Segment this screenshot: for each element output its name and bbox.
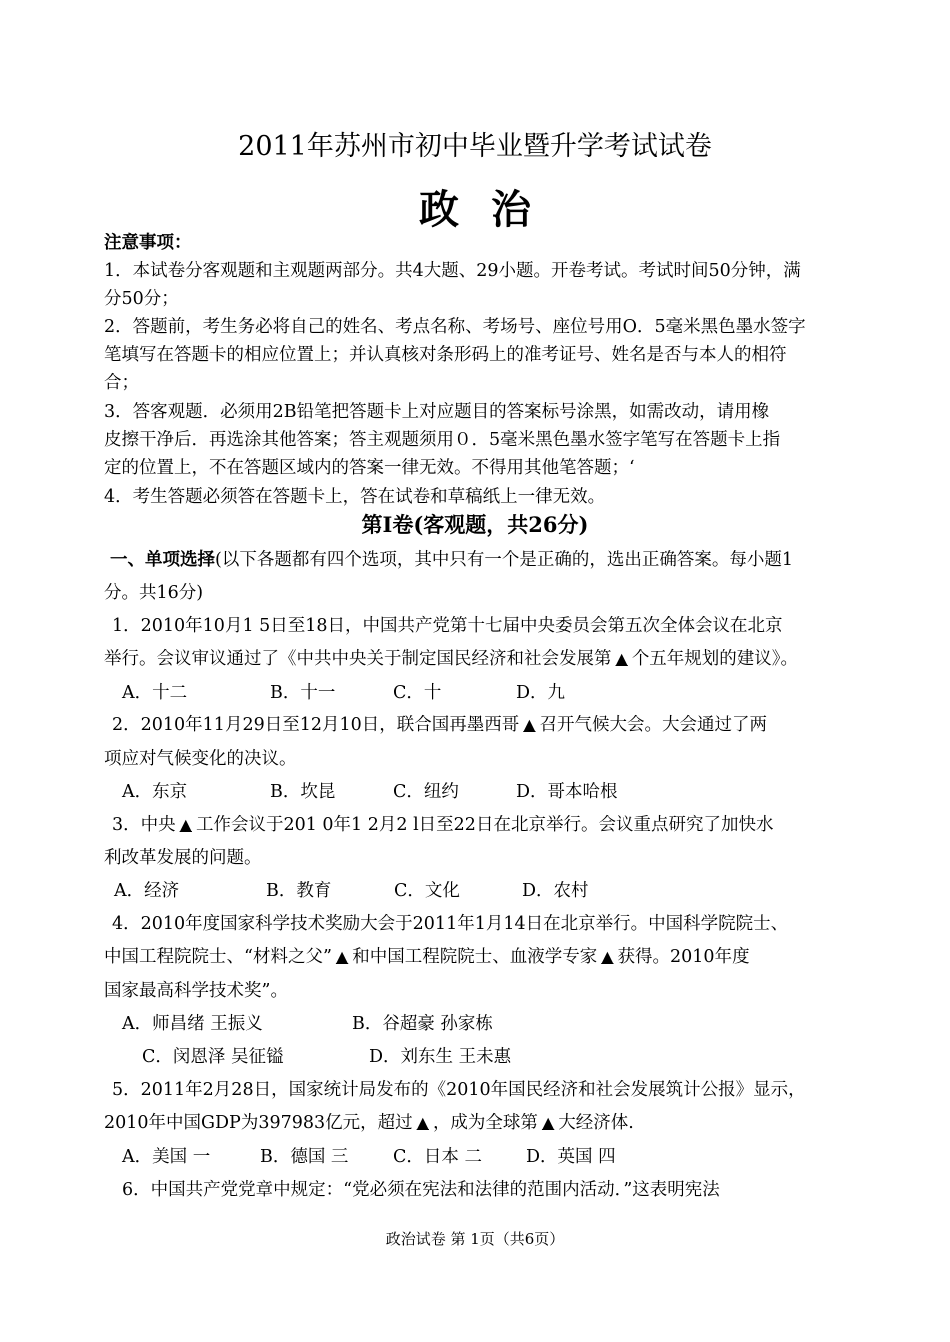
notice-line: 4．考生答题必须答在答题卡上，答在试卷和草稿纸上一律无效。 <box>104 487 606 507</box>
notice-line: 合； <box>104 373 139 393</box>
option-a: A．美国 一 <box>122 1147 211 1167</box>
question-3-options <box>114 876 589 906</box>
notice-heading: 注意事项： <box>104 233 192 253</box>
option-b: B．十一 <box>270 683 336 703</box>
question-1-line: 举行。会议审议通过了《中共中央关于制定国民经济和社会发展第 ▲ 个五年规划的建议》。 <box>104 649 799 669</box>
answer-blank: ▲ <box>541 1113 555 1132</box>
option-b: B．教育 <box>266 881 332 901</box>
question-2-line: 项应对气候变化的决议。 <box>104 749 297 769</box>
exam-title: 2011年苏州市初中毕业暨升学考试试卷 <box>238 131 712 162</box>
option-d: D．九 <box>516 683 566 703</box>
option-a: A．十二 <box>122 683 188 703</box>
question-5-line: 5．2011年2月28日，国家统计局发布的《2010年国民经济和社会发展筑计公报》显示， <box>112 1080 806 1100</box>
answer-blank: ▲ <box>179 815 192 834</box>
option-b: B．谷超豪 孙家栋 <box>352 1014 493 1034</box>
question-1-line: 1．2010年10月1 5日至18日，中国共产党第十七届中央委员会第五次全体会议在北京 <box>112 616 783 636</box>
option-a: A．东京 <box>122 782 188 802</box>
question-3-line: 利改革发展的问题。 <box>104 848 262 868</box>
notice-line: 定的位置上，不在答题区域内的答案一律无效。不得用其他笔答题；‘ <box>104 458 635 478</box>
answer-blank: ▲ <box>416 1113 429 1132</box>
notice-line: 分50分； <box>104 289 179 309</box>
question-2-line: 2．2010年11月29日至12月10日，联合国再墨西哥 ▲ 召开气候大会。大会通过了两 <box>112 715 768 735</box>
question-4-line: 4．2010年度国家科学技术奖励大会于2011年1月14日在北京举行。中国科学院院士、 <box>112 914 789 934</box>
option-a: A．师昌绪 王振义 <box>122 1014 263 1034</box>
part-description-cont: 分。共16分) <box>104 583 204 603</box>
notice-line: 3．答客观题．必须用2B铅笔把答题卡上对应题目的答案标号涂黑，如需改动，请用橡 <box>104 402 770 422</box>
question-2-options <box>122 777 618 807</box>
question-4-line: 国家最高科学技术奖”。 <box>104 981 288 1001</box>
option-c: C．闵恩泽 吴征镒 <box>142 1047 284 1067</box>
section-title: 第Ⅰ卷(客观题，共26分) <box>361 512 589 537</box>
notice-line: 笔填写在答题卡的相应位置上；并认真核对条形码上的准考证号、姓名是否与本人的相符 <box>104 345 787 365</box>
part-description: (以下各题都有四个选项，其中只有一个是正确的，选出正确答案。每小题1 <box>215 550 793 570</box>
option-d: D．哥本哈根 <box>516 782 618 802</box>
part-heading-line <box>110 545 793 575</box>
option-b: B．坎昆 <box>270 782 336 802</box>
question-5-options <box>122 1142 616 1172</box>
option-d: D．刘东生 王未惠 <box>369 1047 512 1067</box>
question-4-line: 中国工程院院士、“材料之父” ▲ 和中国工程院院士、血液学专家 ▲ 获得。2010年度 <box>104 947 750 967</box>
option-b: B．德国 三 <box>260 1147 349 1167</box>
notice-line: 皮擦干净后．再选涂其他答案；答主观题须用０．5毫米黑色墨水签字笔写在答题卡上指 <box>104 430 781 450</box>
option-a: A．经济 <box>114 881 180 901</box>
notice-line: 2．答题前，考生务必将自己的姓名、考点名称、考场号、座位号用O．5毫米黑色墨水签字 <box>104 317 806 337</box>
question-1-options <box>122 678 565 708</box>
option-d: D．英国 四 <box>526 1147 616 1167</box>
answer-blank: ▲ <box>523 715 536 734</box>
question-4-options <box>122 1009 493 1039</box>
page-footer: 政治试卷 第 1页（共6页） <box>385 1230 565 1248</box>
option-c: C．纽约 <box>393 782 459 802</box>
option-d: D．农村 <box>522 881 589 901</box>
option-c: C．日本 二 <box>393 1147 482 1167</box>
notice-line: 1．本试卷分客观题和主观题两部分。共4大题、29小题。开卷考试。考试时间50分钟，满 <box>104 261 801 281</box>
subject-title: 政治 <box>419 186 563 233</box>
option-c: C．十 <box>393 683 442 703</box>
answer-blank: ▲ <box>601 947 614 966</box>
option-c: C．文化 <box>394 881 460 901</box>
question-6-line: 6．中国共产党党章中规定：“党必须在宪法和法律的范围内活动．”这表明宪法 <box>122 1180 720 1200</box>
answer-blank: ▲ <box>335 947 349 966</box>
question-4-options <box>142 1042 511 1072</box>
part-heading: 一、单项选择 <box>110 550 215 570</box>
answer-blank: ▲ <box>615 649 628 668</box>
question-5-line: 2010年中国GDP为397983亿元，超过 ▲ ，成为全球第 ▲ 大经济体. <box>104 1113 634 1133</box>
question-3-line: 3．中央 ▲ 工作会议于201 0年1 2月2 l日至22日在北京举行。会议重点研究了加快水 <box>112 815 774 835</box>
